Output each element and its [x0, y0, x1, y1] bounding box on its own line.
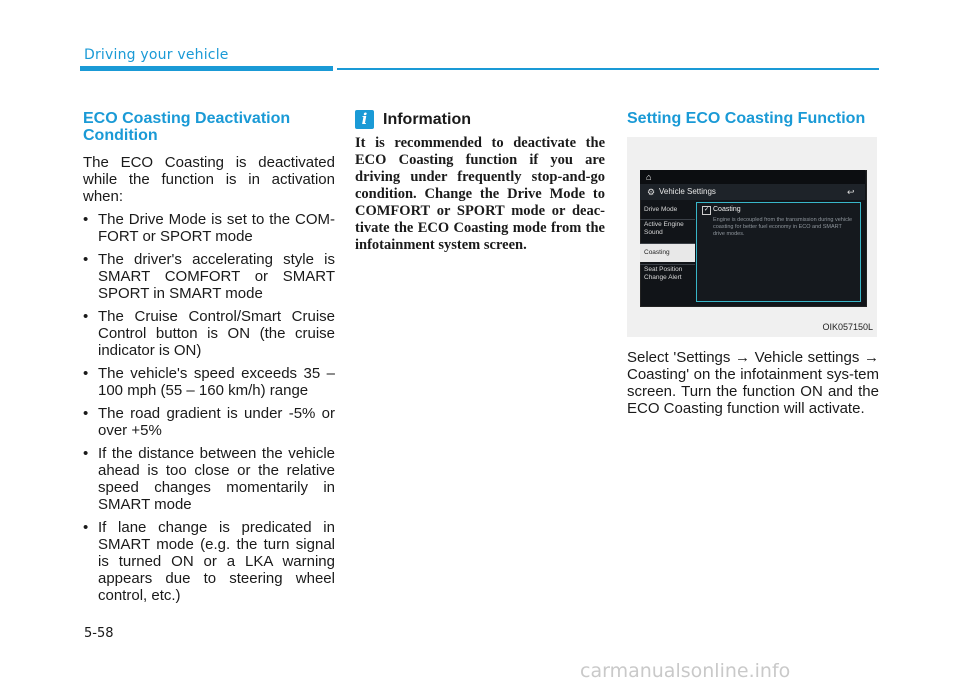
menu-item-active-engine-sound: Active Engine Sound	[644, 221, 684, 236]
home-bar	[640, 170, 865, 184]
vehicle-settings-label: Vehicle Settings	[659, 187, 716, 196]
information-header	[355, 110, 605, 129]
list-item: • The vehicle's speed exceeds 35 – 100 mph (55 – 160 km/h) range	[83, 365, 335, 399]
figure-code: OIK057150L	[822, 322, 873, 332]
list-item: • The road gradient is under -5% or over +5%	[83, 405, 335, 439]
deactivation-list	[83, 211, 335, 604]
deactivation-title: ECO Coasting Deactivation Condition	[83, 110, 291, 144]
coasting-option-description: Engine is decoupled from the transmission during vehicle coasting for better fuel economy in ECO and SMART drive modes.	[713, 217, 853, 237]
list-item: • If the distance between the vehicle ahead is too close or the relative speed changes momentarily in SMART mode	[83, 445, 335, 513]
deactivation-intro: The ECO Coasting is deactivated while the function is in activation when:	[83, 154, 335, 205]
list-item: • If lane change is predicated in SMART mode (e.g. the turn signal is turned ON or a LKA warning appears due to steering wheel control, etc.)	[83, 519, 335, 604]
section-header: Driving your vehicle	[84, 47, 229, 63]
header-rule-thin	[337, 68, 879, 70]
list-item: • The driver's accelerating style is SMART COMFORT or SMART SPORT in SMART mode	[83, 251, 335, 302]
menu-item-drive-mode: Drive Mode	[644, 206, 678, 213]
menu-item-coasting: Coasting	[640, 244, 695, 262]
page-number: 5-58	[84, 626, 114, 641]
list-item: • The Drive Mode is set to the COM-FORT or SPORT mode	[83, 211, 335, 245]
home-icon: ⌂	[646, 172, 652, 182]
menu-item-seat-position-change-alert: Seat Position Change Alert	[644, 266, 683, 281]
info-icon: i	[355, 110, 374, 129]
information-body: It is recommended to deactivate the ECO Coasting function if you are driving under frequently stop-and-go condition. Change the Drive Mode to COMFORT or SPORT mode or deac-tivate the ECO Coasting mode from the infotainment system screen.	[355, 135, 605, 253]
deactivation-column	[83, 110, 335, 610]
information-column	[355, 110, 605, 254]
gear-icon: ⚙	[647, 187, 656, 197]
back-icon: ↩	[847, 187, 855, 197]
setting-instructions: Select 'Settings → Vehicle settings → Coasting' on the infotainment sys-tem screen. Turn the function ON and the ECO Coasting function will activate.	[627, 349, 879, 417]
infotainment-screenshot	[627, 137, 877, 337]
check-icon: ✓	[703, 207, 710, 213]
header-rule-thick	[80, 66, 333, 71]
menu-separator	[640, 264, 695, 265]
menu-separator	[640, 219, 695, 220]
setting-title: Setting ECO Coasting Function	[627, 110, 866, 127]
watermark: carmanualsonline.info	[580, 660, 791, 682]
setting-column	[627, 110, 879, 423]
coasting-option-label: Coasting	[713, 206, 741, 213]
information-title: Information	[383, 110, 471, 128]
list-item: • The Cruise Control/Smart Cruise Control button is ON (the cruise indicator is ON)	[83, 308, 335, 359]
